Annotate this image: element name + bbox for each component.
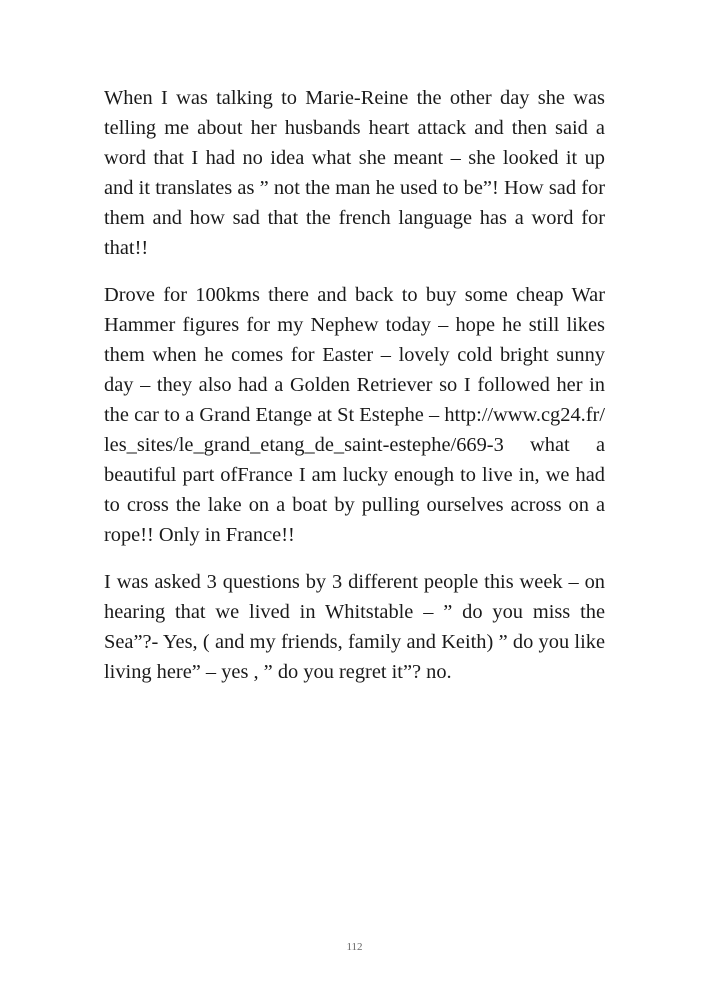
paragraph-three-questions: I was asked 3 questions by 3 different people this week – on hearing that we lived in Whitstable – ” do you miss the Sea”?- Yes, ( and my friends, family and Keith) ” do you like living here” – yes , ” do you regret it”? no.	[104, 571, 605, 683]
paragraph-marie-reine: When I was talking to Marie-Reine the other day she was telling me about her husbands heart attack and then said a word that I had no idea what she meant – she looked it up and it translates as ” not the man he used to be”! How sad for them and how sad that the french language has a word for that!!	[104, 87, 605, 259]
paragraph-war-hammer	[104, 280, 605, 550]
page-number: 112	[346, 941, 363, 953]
paragraph-text-after-link: what a beautiful part ofFrance I am lucky enough to live in, we had to cross the lake on a boat by pulling ourselves across on a rope!! Only in France!!	[104, 434, 605, 546]
body-text	[104, 83, 605, 704]
paragraph-text-before-link: Drove for 100kms there and back to buy some cheap War Hammer figures for my Nephew today – hope he still likes them when he comes for Easter – lovely cold bright sunny day – they also had a Golden Retriever so I followed her in the car to a Grand Etange at St Estephe –	[104, 284, 605, 426]
grand-etang-link[interactable]: http://www.cg24.fr/les_sites/le_grand_etang_de_saint-estephe/669-3	[104, 404, 605, 456]
